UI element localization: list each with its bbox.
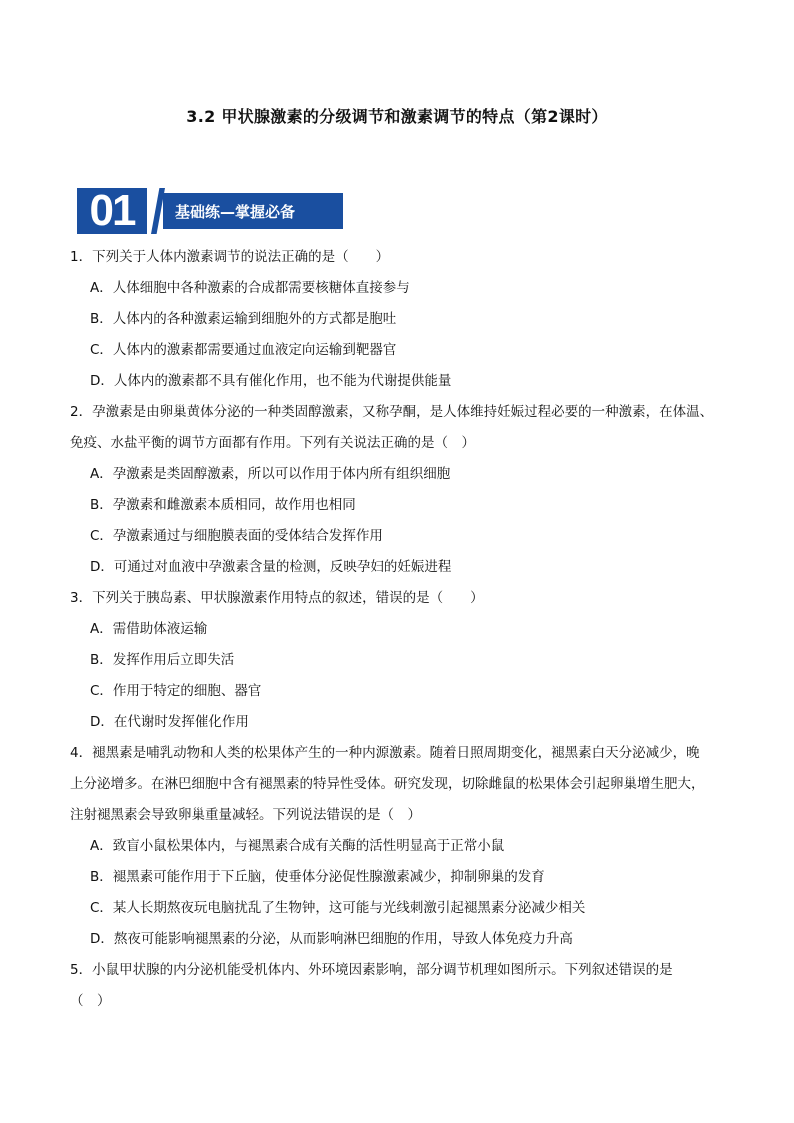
question-2 bbox=[70, 397, 740, 583]
option-d: D．可通过对血液中孕激素含量的检测，反映孕妇的妊娠进程 bbox=[90, 559, 452, 575]
option-c: C．孕激素通过与细胞膜表面的受体结合发挥作用 bbox=[90, 528, 383, 544]
question-4 bbox=[70, 738, 740, 955]
option-d: D．在代谢时发挥催化作用 bbox=[90, 714, 249, 730]
question-stem: 4．褪黑素是哺乳动物和人类的松果体产生的一种内源激素。随着日照周期变化，褪黑素白天分泌减少，晚 bbox=[70, 745, 700, 761]
question-stem: 5．小鼠甲状腺的内分泌机能受机体内、外环境因素影响，部分调节机理如图所示。下列叙述错误的是 bbox=[70, 962, 673, 978]
question-stem: 3．下列关于胰岛素、甲状腺激素作用特点的叙述，错误的是（ ） bbox=[70, 590, 484, 606]
option-a: A．需借助体液运输 bbox=[90, 621, 208, 637]
section-banner bbox=[77, 188, 343, 234]
section-label: 基础练—掌握必备 bbox=[163, 193, 343, 229]
option-a: A．孕激素是类固醇激素，所以可以作用于体内所有组织细胞 bbox=[90, 466, 451, 482]
question-3 bbox=[70, 583, 740, 738]
question-stem: 注射褪黑素会导致卵巢重量减轻。下列说法错误的是（ ） bbox=[70, 807, 421, 823]
option-b: B．孕激素和雌激素本质相同，故作用也相同 bbox=[90, 497, 356, 513]
option-b: B．发挥作用后立即失活 bbox=[90, 652, 235, 668]
option-c: C．某人长期熬夜玩电脑扰乱了生物钟，这可能与光线刺激引起褪黑素分泌减少相关 bbox=[90, 900, 586, 916]
question-stem: （ ） bbox=[70, 993, 111, 1009]
question-1 bbox=[70, 242, 740, 397]
option-d: D．人体内的激素都不具有催化作用，也不能为代谢提供能量 bbox=[90, 373, 452, 389]
question-5 bbox=[70, 955, 740, 1017]
banner-divider bbox=[147, 188, 151, 234]
option-b: B．褪黑素可能作用于下丘脑，使垂体分泌促性腺激素减少，抑制卵巢的发育 bbox=[90, 869, 545, 885]
option-b: B．人体内的各种激素运输到细胞外的方式都是胞吐 bbox=[90, 311, 397, 327]
question-stem: 2．孕激素是由卵巢黄体分泌的一种类固醇激素，又称孕酮，是人体维持妊娠过程必要的一种激素，在体温、 bbox=[70, 404, 714, 420]
option-d: D．熬夜可能影响褪黑素的分泌，从而影响淋巴细胞的作用，导致人体免疫力升高 bbox=[90, 931, 573, 947]
option-c: C．作用于特定的细胞、器官 bbox=[90, 683, 262, 699]
question-stem: 1．下列关于人体内激素调节的说法正确的是（ ） bbox=[70, 249, 390, 265]
option-a: A．致盲小鼠松果体内，与褪黑素合成有关酶的活性明显高于正常小鼠 bbox=[90, 838, 505, 854]
option-a: A．人体细胞中各种激素的合成都需要核糖体直接参与 bbox=[90, 280, 410, 296]
question-list bbox=[70, 242, 740, 1017]
page-title: 3.2 甲状腺激素的分级调节和激素调节的特点（第2课时） bbox=[186, 107, 608, 126]
option-c: C．人体内的激素都需要通过血液定向运输到靶器官 bbox=[90, 342, 397, 358]
question-stem: 免疫、水盐平衡的调节方面都有作用。下列有关说法正确的是（ ） bbox=[70, 435, 475, 451]
section-number: 01 bbox=[77, 188, 147, 234]
question-stem: 上分泌增多。在淋巴细胞中含有褪黑素的特异性受体。研究发现，切除雌鼠的松果体会引起卵巢增生肥大， bbox=[70, 776, 705, 792]
